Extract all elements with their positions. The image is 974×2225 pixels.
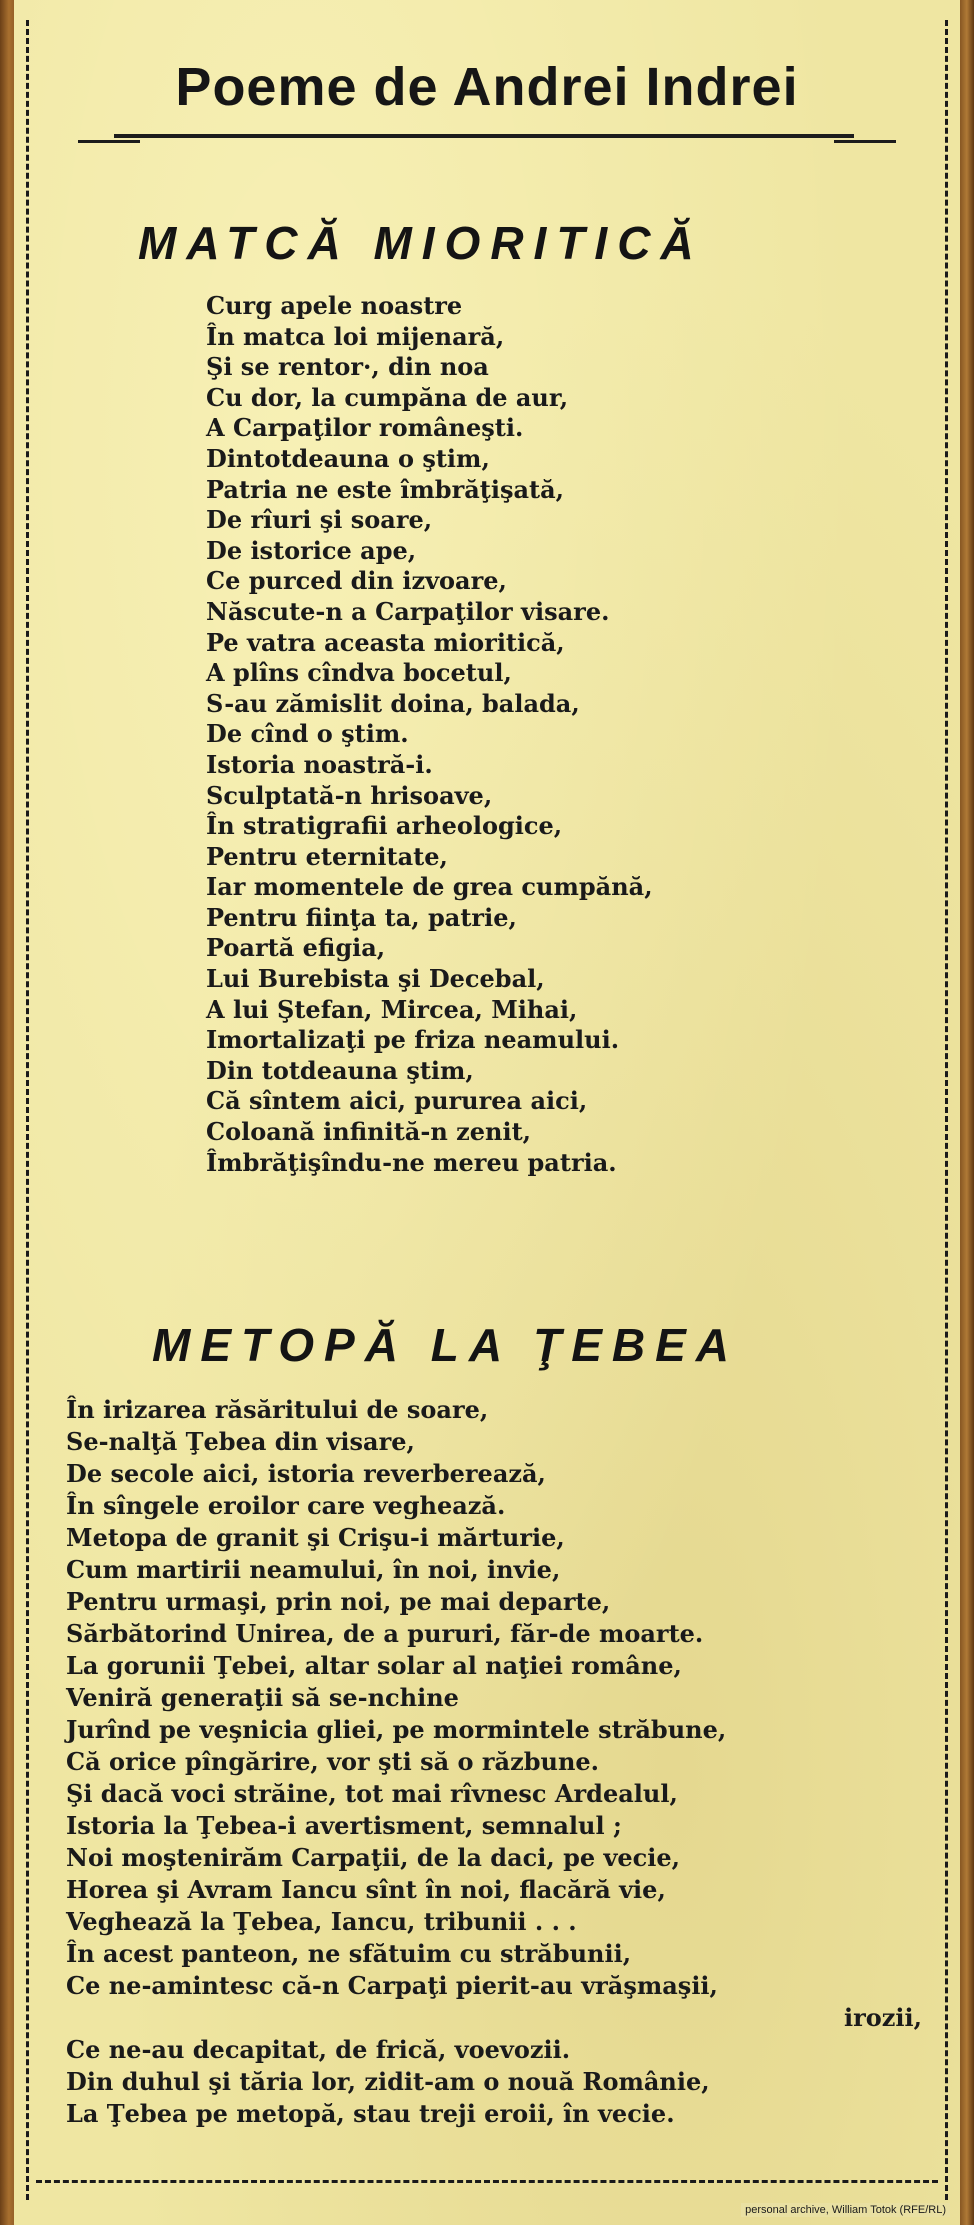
verse-line: În sîngele eroilor care veghează. [66,1491,506,1520]
verse-line: Pe vatra aceasta mioritică, [206,627,565,657]
verse-line: Veghează la Ţebea, Iancu, tribunii . . . [66,1907,577,1936]
verse-line: Lui Burebista şi Decebal, [206,964,545,994]
verse-line: Şi dacă voci străine, tot mai rîvnesc Ardealul, [66,1779,678,1808]
verse-line: De rîuri şi soare, [206,505,433,535]
poem-verses [206,291,653,1178]
verse-line: Istoria la Ţebea-i avertisment, semnalul ; [66,1811,622,1840]
verse-line: Iar momentele de grea cumpănă, [206,872,653,902]
verse-line: De istorice ape, [206,535,417,565]
verse-line: Din duhul şi tăria lor, zidit-am o nouă Românie, [66,2067,710,2096]
photo-credit: personal archive, William Totok (RFE/RL) [741,2203,950,2217]
title-underline [114,134,854,138]
verse-line: Că sîntem aici, pururea aici, [206,1086,588,1116]
verse-line: Ce ne-au decapitat, de frică, voevozii. [66,2035,571,2064]
verse-line: A Carpaţilor româneşti. [206,413,524,443]
verse-line: Istoria noastră-i. [206,749,433,779]
verse-line: Îmbrăţişîndu-ne mereu patria. [206,1147,617,1177]
verse-line: Că orice pîngărire, vor şti să o răzbune. [66,1747,600,1776]
verse-line: Ce ne-amintesc că-n Carpaţi pierit-au vrăşmaşii, [66,1971,718,2000]
verse-line: Pentru eternitate, [206,841,448,871]
verse-line: Metopa de granit şi Crişu-i mărturie, [66,1523,565,1552]
verse-line: Imortalizaţi pe friza neamului. [206,1025,620,1055]
dashed-border-bottom [36,2180,938,2189]
poem-title: MATCĂ MIORITICĂ [138,217,704,269]
verse-line: În matca loi mijenară, [206,321,505,351]
verse-line: Dintotdeauna o ştim, [206,443,490,473]
title-rule-tail-right [834,140,896,143]
verse-line: Născute-n a Carpaţilor visare. [206,596,610,626]
verse-line: Pentru fiinţa ta, patrie, [206,902,517,932]
verse-line: Noi moştenirăm Carpaţii, de la daci, pe vecie, [66,1843,681,1872]
page-title: Poeme de Andrei Indrei [175,57,799,117]
verse-line: La Ţebea pe metopă, stau treji eroii, în vecie. [66,2099,675,2128]
verse-line: Pentru urmaşi, prin noi, pe mai departe, [66,1587,611,1616]
verse-line: Poartă efigia, [206,933,386,963]
verse-line: Cu dor, la cumpăna de aur, [206,382,569,412]
verse-line: De secole aici, istoria reverberează, [66,1459,546,1488]
verse-line: În stratigrafii arheologice, [206,811,563,841]
poem-verses [66,1394,930,2130]
verse-line: Din totdeauna ştim, [206,1055,474,1085]
verse-line: Veniră generaţii să se-nchine [66,1683,459,1712]
verse-line: La gorunii Ţebei, altar solar al naţiei române, [66,1651,682,1680]
verse-line: Horea şi Avram Iancu sînt în noi, flacără vie, [66,1875,666,1904]
verse-line: A plîns cîndva bocetul, [206,658,512,688]
verse-line: irozii, [844,2003,922,2032]
verse-line: Patria ne este îmbrăţişată, [206,474,565,504]
dashed-border-right [937,20,948,2200]
verse-line: Cum martirii neamului, în noi, invie, [66,1555,561,1584]
verse-line: A lui Ştefan, Mircea, Mihai, [206,994,578,1024]
verse-line: S-au zămislit doina, balada, [206,688,580,718]
verse-line: De cînd o ştim. [206,719,409,749]
verse-line: Sărbătorind Unirea, de a pururi, făr-de moarte. [66,1619,704,1648]
poem-title: METOPĂ LA ŢEBEA [152,1319,740,1371]
verse-line: Jurînd pe veşnicia gliei, pe mormintele străbune, [66,1715,727,1744]
verse-line: Şi se rentor·, din noa [206,352,489,382]
newspaper-clipping [14,0,960,2225]
verse-line: Curg apele noastre [206,291,463,320]
title-rule-tail-left [78,140,140,143]
verse-line: În irizarea răsăritului de soare, [66,1395,489,1424]
verse-line: În acest panteon, ne sfătuim cu străbunii, [66,1939,632,1968]
dashed-border-left [26,20,37,2200]
verse-line: Coloană infinită-n zenit, [206,1117,532,1147]
verse-line: Sculptată-n hrisoave, [206,780,493,810]
verse-line: Ce purced din izvoare, [206,566,507,596]
verse-line: Se-nalţă Ţebea din visare, [66,1427,415,1456]
